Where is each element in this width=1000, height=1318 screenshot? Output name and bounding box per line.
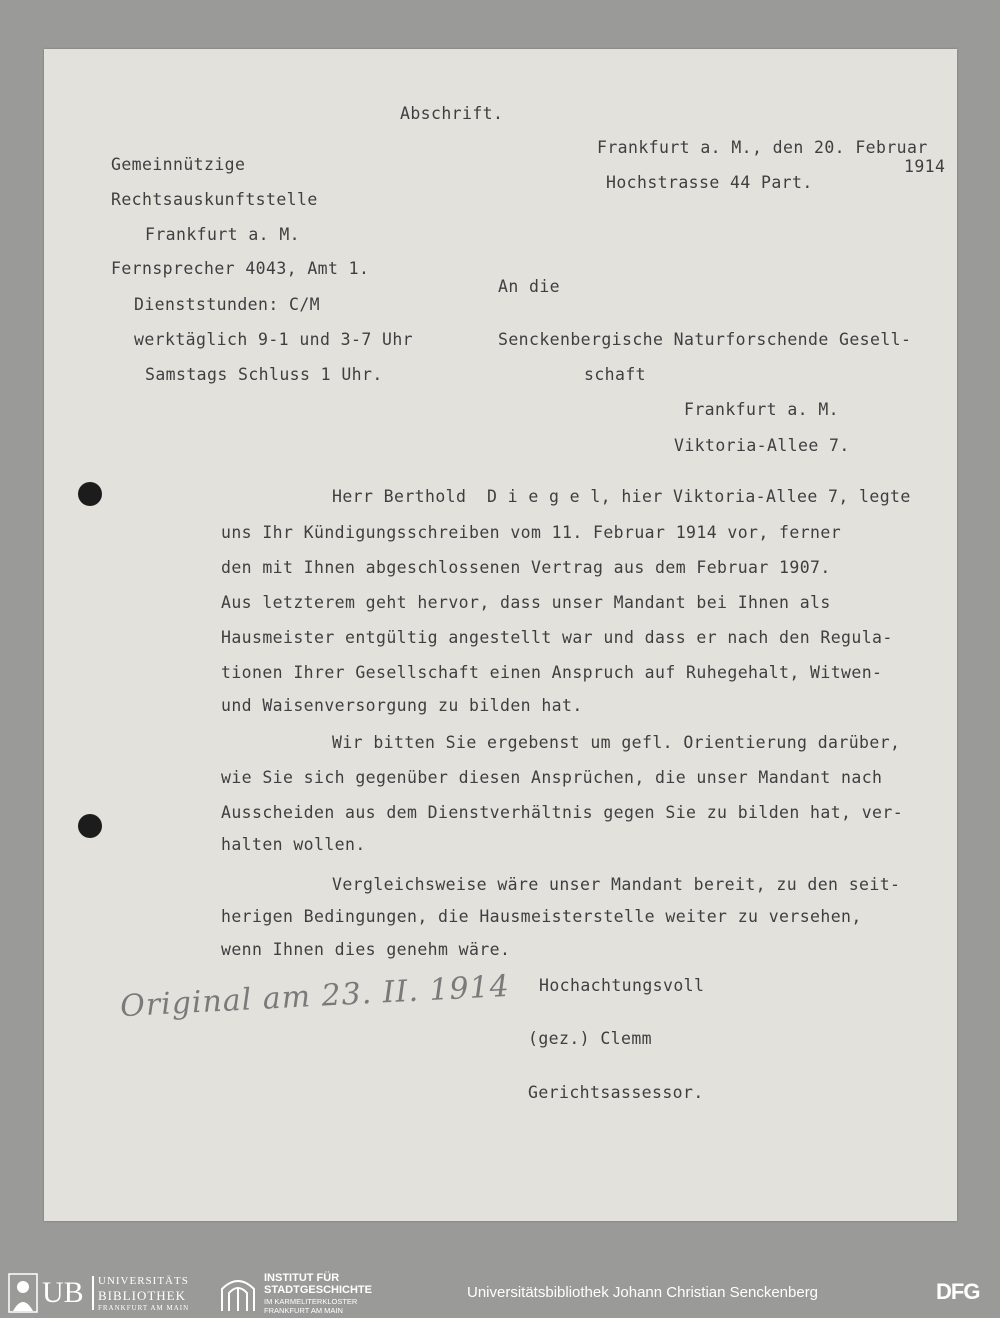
body-line: wie Sie sich gegenüber diesen Ansprüchen, die unser Mandant nach [221, 768, 883, 787]
recipient-line: schaft [584, 365, 647, 384]
closing: Hochachtungsvoll [539, 976, 705, 995]
isg-line1: INSTITUT FÜR [264, 1272, 340, 1284]
sender-line: Samstags Schluss 1 Uhr. [145, 365, 383, 384]
date-year: 1914 [904, 157, 946, 176]
body-line: und Waisenversorgung zu bilden hat. [221, 696, 583, 715]
handwritten-note: Original am 23. II. 1914 [119, 968, 511, 1025]
body-line: herigen Bedingungen, die Hausmeisterstelle weiter zu versehen, [221, 907, 862, 926]
isg-line2: STADTGESCHICHTE [264, 1284, 372, 1296]
recipient-line: Senckenbergische Naturforschende Gesell- [498, 330, 912, 349]
punch-hole-bottom [78, 814, 102, 838]
isg-line3: IM KARMELITERKLOSTER [264, 1297, 358, 1306]
signature: (gez.) Clemm [528, 1029, 653, 1048]
body-line: Vergleichsweise wäre unser Mandant bereit, zu den seit- [332, 875, 901, 894]
document-page [44, 49, 957, 1221]
date-line: Frankfurt a. M., den 20. Februar [597, 138, 928, 157]
sender-line: Gemeinnützige [111, 155, 246, 174]
recipient-line: Frankfurt a. M. [684, 400, 840, 419]
ub-logo: UB [42, 1276, 84, 1309]
sender-line: Dienststunden: C/M [134, 295, 321, 314]
footer-center-text: Universitätsbibliothek Johann Christian Senckenberg [467, 1284, 819, 1301]
ub-name-line2: BIBLIOTHEK [98, 1288, 186, 1303]
body-line: Aus letzterem geht hervor, dass unser Mandant bei Ihnen als [221, 593, 831, 612]
sender-line: werktäglich 9-1 und 3-7 Uhr [134, 330, 414, 349]
sender-line: Rechtsauskunftstelle [111, 190, 318, 209]
ub-name-line1: UNIVERSITÄTS [98, 1275, 189, 1287]
divider [92, 1276, 94, 1310]
body-line: wenn Ihnen dies genehm wäre. [221, 940, 511, 959]
address-line: Hochstrasse 44 Part. [606, 173, 813, 192]
signer-title: Gerichtsassessor. [528, 1083, 704, 1102]
body-line: tionen Ihrer Gesellschaft einen Anspruch auf Ruhegehalt, Witwen- [221, 663, 883, 682]
punch-hole-top [78, 482, 102, 506]
body-line: Hausmeister entgültig angestellt war und dass er nach den Regula- [221, 628, 893, 647]
body-line: Wir bitten Sie ergebenst um gefl. Orientierung darüber, [332, 733, 901, 752]
ub-name-line3: FRANKFURT AM MAIN [98, 1304, 190, 1312]
body-line: halten wollen. [221, 835, 366, 854]
sender-line: Fernsprecher 4043, Amt 1. [111, 259, 370, 278]
recipient-line: An die [498, 277, 561, 296]
body-line: uns Ihr Kündigungsschreiben vom 11. Februar 1914 vor, ferner [221, 523, 842, 542]
dfg-logo: DFG [936, 1279, 980, 1304]
portrait-icon [8, 1273, 38, 1313]
body-line: Herr Berthold D i e g e l, hier Viktoria-Allee 7, legte [332, 487, 911, 506]
footer-bar [0, 1268, 1000, 1318]
isg-line4: FRANKFURT AM MAIN [264, 1306, 343, 1315]
header-label: Abschrift. [400, 104, 504, 123]
arch-icon [218, 1273, 258, 1313]
body-line: den mit Ihnen abgeschlossenen Vertrag aus dem Februar 1907. [221, 558, 831, 577]
sender-line: Frankfurt a. M. [145, 225, 301, 244]
body-line: Ausscheiden aus dem Dienstverhältnis gegen Sie zu bilden hat, ver- [221, 803, 904, 822]
recipient-line: Viktoria-Allee 7. [674, 436, 850, 455]
